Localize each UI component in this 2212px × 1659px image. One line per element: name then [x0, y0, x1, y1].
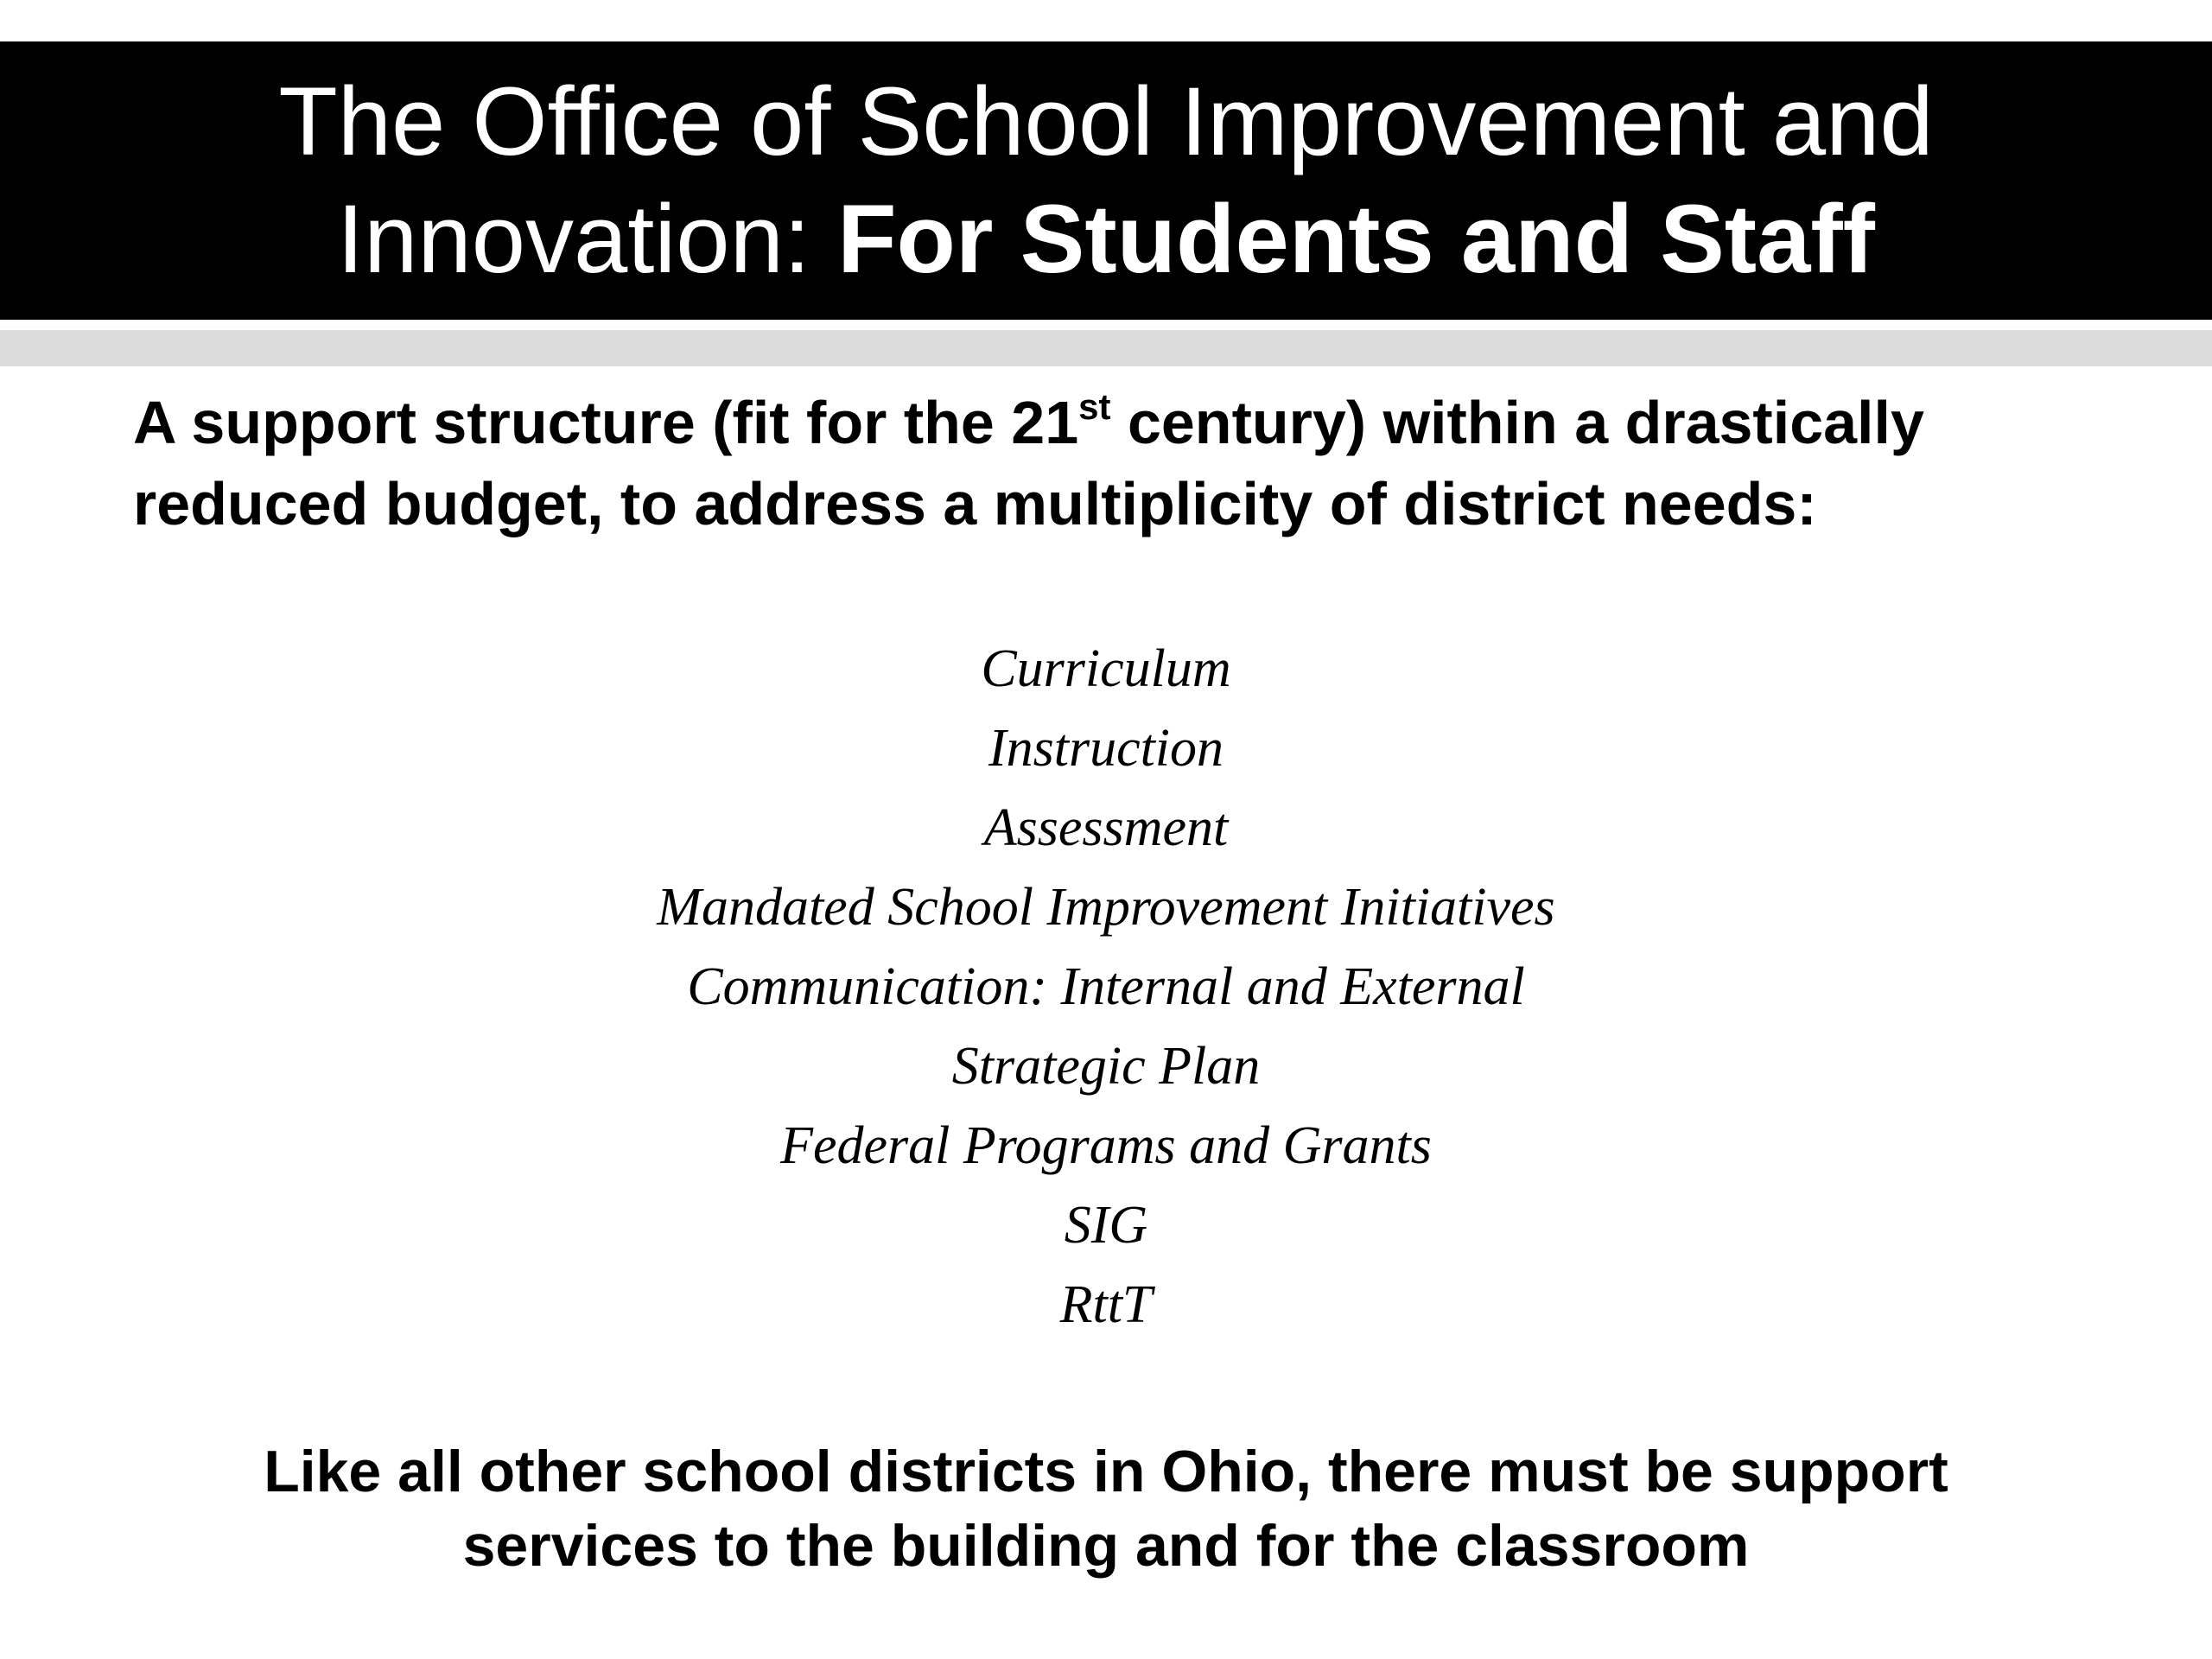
list-item: RttT — [1059, 1275, 1153, 1334]
slide-title-regular: Innovation: — [337, 185, 838, 293]
list-item: Strategic Plan — [951, 1037, 1261, 1096]
closing-line-1: Like all other school districts in Ohio, there must be support — [264, 1439, 1948, 1504]
list-item: Assessment — [983, 798, 1229, 857]
list-item: SIG — [1064, 1196, 1148, 1255]
intro-text-part-1: A support structure (fit for the 21 — [133, 389, 1079, 456]
intro-paragraph — [133, 382, 2120, 544]
slide-title-banner — [0, 41, 2212, 320]
slide-title-bold: For Students and Staff — [837, 185, 1875, 293]
closing-line-2: services to the building and for the classroom — [462, 1513, 1750, 1579]
list-item: Curriculum — [981, 639, 1231, 698]
list-item: Instruction — [988, 719, 1224, 778]
list-item: Federal Programs and Grants — [780, 1116, 1432, 1175]
slide-title-line-2 — [337, 181, 1875, 298]
closing-statement — [0, 1434, 2212, 1583]
list-item: Communication: Internal and External — [687, 957, 1525, 1016]
title-divider — [0, 330, 2212, 366]
slide-title-line-1: The Office of School Improvement and — [278, 67, 1934, 175]
list-item: Mandated School Improvement Initiatives — [657, 878, 1555, 937]
district-needs-list — [0, 629, 2212, 1344]
intro-text-part-2: century) within a drastically reduced budget, to address a multiplicity of district needs: — [133, 389, 1924, 537]
intro-superscript: st — [1078, 385, 1111, 427]
